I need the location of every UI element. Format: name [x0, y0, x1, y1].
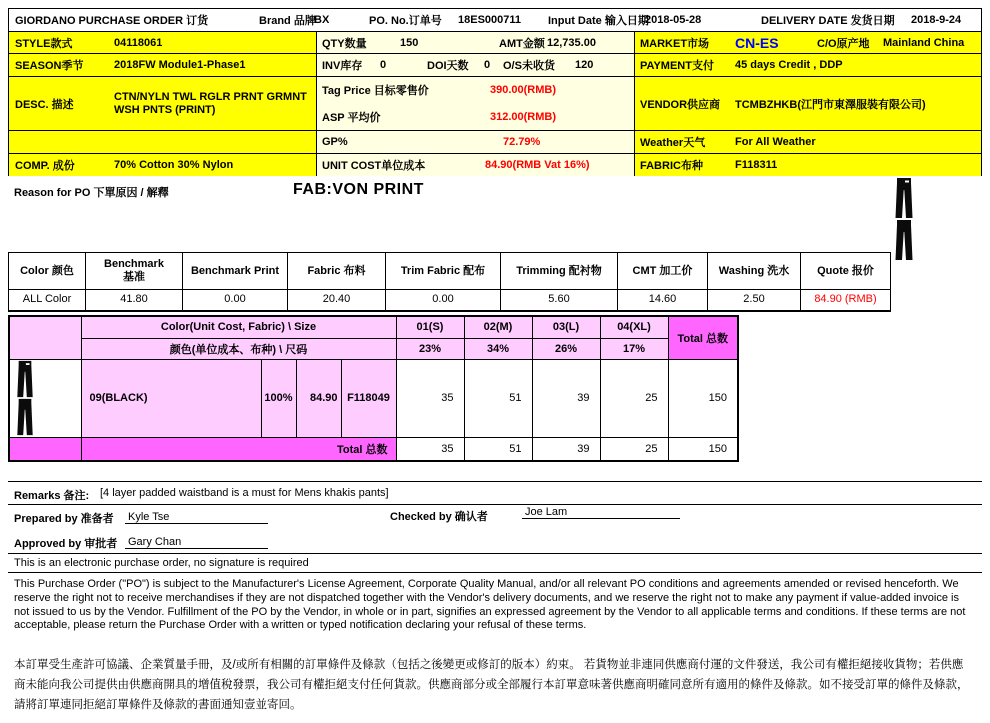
- unit-cost-cell: [316, 154, 634, 176]
- style-value: 04118061: [114, 36, 163, 49]
- terms-chinese: 本訂單受生產許可協議、企業質量手冊，及/或所有相關的訂單條件及條款（包括之後變更或修訂的版本）約束。 若貨物並非連同供應商付運的文件發送，我公司有權拒絕接收貨物；若供應商未能向我公司提供由供應商開具的增值稅發票，我公司有權拒絕支付任何貨款。供應商部分或全部履行本訂單意味著供應商明確同意所有適用的條件及條款。如不接受訂單的條件及條款，請將訂單連同拒絕訂單條件及條款的書面通知壹並寄回。: [14, 659, 969, 711]
- desc-label: DESC. 描述: [15, 98, 74, 111]
- brand-value: BX: [314, 14, 330, 26]
- po-number-label: PO. No.订单号: [369, 15, 442, 27]
- cost-header-cmt: CMT 加工价: [618, 253, 708, 290]
- vendor-value: TCMBZHKB(江門市東澤服裝有限公司): [735, 98, 926, 111]
- pants-back-icon: [12, 398, 38, 436]
- cost-value-fabric: 20.40: [288, 290, 386, 311]
- asp-value: 312.00(RMB): [490, 110, 557, 123]
- input-date-label: Input Date 输入日期: [548, 15, 649, 27]
- country-origin-value: Mainland China: [883, 36, 965, 49]
- cost-value-washing: 2.50: [708, 290, 801, 311]
- qty-m: 51: [464, 359, 532, 437]
- cost-table-header-row: [9, 253, 891, 290]
- fabric-cell: [634, 154, 981, 176]
- style-label: STYLE款式: [15, 37, 73, 50]
- divider: [8, 504, 982, 505]
- title-row: [9, 9, 981, 31]
- unit-cost-label: UNIT COST单位成本: [322, 160, 426, 172]
- size-breakdown-table: [8, 315, 739, 462]
- season-label: SEASON季节: [15, 60, 84, 72]
- total-s: 35: [396, 437, 464, 461]
- total-grand: 150: [668, 437, 738, 461]
- cost-value-benchmark: 41.80: [86, 290, 183, 311]
- comp-label: COMP. 成份: [15, 160, 75, 172]
- remarks-value: [4 layer padded waistband is a must for Mens khakis pants]: [100, 487, 389, 499]
- total-m: 51: [464, 437, 532, 461]
- size-header-row-1: [9, 316, 738, 338]
- cost-header-benchmark: Benchmark 基准: [86, 253, 183, 290]
- amt-label: AMT金额: [499, 37, 545, 50]
- size-header-title-cn: 颜色(单位成本、布种) \ 尺码: [81, 338, 396, 359]
- os-value: 120: [575, 59, 594, 71]
- total-row-label: Total 总数: [81, 437, 396, 461]
- color-unit-cost: 84.90: [296, 359, 341, 437]
- cost-header-trimming: Trimming 配衬物: [501, 253, 618, 290]
- color-swatch-photo: [12, 360, 81, 436]
- form-row-comp: [9, 153, 981, 176]
- qty-value: 150: [400, 36, 419, 49]
- fab-note: FAB:VON PRINT: [293, 181, 424, 198]
- pants-front-icon: [891, 177, 917, 219]
- payment-value: 45 days Credit , DDP: [735, 59, 843, 71]
- weather-cell: [634, 131, 981, 153]
- approved-by-signature: Gary Chan: [125, 536, 268, 549]
- cost-header-quote: Quote 报价: [801, 253, 891, 290]
- comp-value: 70% Cotton 30% Nylon: [114, 159, 234, 171]
- delivery-date-value: 2018-9-24: [911, 14, 962, 26]
- total-l: 39: [532, 437, 600, 461]
- total-row-image-cell: [9, 437, 81, 461]
- cost-header-color: Color 颜色: [9, 253, 86, 290]
- size-header-m: 02(M): [464, 316, 532, 338]
- size-percent-xl: 17%: [600, 338, 668, 359]
- season-cell: [9, 54, 316, 76]
- form-row-style: [9, 31, 981, 53]
- divider: [8, 481, 982, 482]
- cost-value-trim-fabric: 0.00: [386, 290, 501, 311]
- pants-front-icon: [12, 360, 38, 398]
- tag-price-label: Tag Price 目标零售价: [322, 85, 429, 98]
- size-header-xl: 04(XL): [600, 316, 668, 338]
- checked-by-label: Checked by 确认者: [390, 511, 488, 523]
- tag-price-value: 390.00(RMB): [490, 84, 557, 97]
- asp-label: ASP 平均价: [322, 111, 381, 124]
- qty-l: 39: [532, 359, 600, 437]
- terms-english: This Purchase Order ("PO") is subject to the Manufacturer's License Agreement, Corporate Quality Manual, and/or all relevant PO conditions and agreements amended or revised henceforth. We reserve the right not to receive merchandises if they are not dispatched together with the Vendor's delivery documents, and we reserve the right not to make any payment if value-added invoice is not issued to us by the Vendor. Fulfillment of the PO by the Vendor, in whole or in part, signifies an expressed agreement by the Vendor to all applicable terms and conditions. If these terms are not acceptable, please return the Purchase Order with a written or typed notification declaring your refusal of these terms.: [14, 578, 966, 632]
- price-cell: [316, 77, 634, 130]
- approved-by-label: Approved by 审批者: [14, 538, 118, 550]
- cost-table-value-row: [9, 290, 891, 311]
- electronic-note: This is an electronic purchase order, no signature is required: [14, 557, 309, 569]
- page-title: GIORDANO PURCHASE ORDER 订货: [15, 15, 209, 27]
- inventory-cell: [316, 54, 634, 76]
- amt-value: 12,735.00: [547, 36, 596, 49]
- market-cell: [634, 32, 981, 53]
- cost-header-benchmark-print: Benchmark Print: [183, 253, 288, 290]
- qty-s: 35: [396, 359, 464, 437]
- qty-label: QTY数量: [322, 37, 367, 50]
- prepared-by-label: Prepared by 准备者: [14, 513, 114, 525]
- cost-value-benchmark-print: 0.00: [183, 290, 288, 311]
- product-photo: [891, 177, 917, 261]
- size-header-total: Total 总数: [668, 316, 738, 359]
- comp-cell: [9, 154, 316, 176]
- remarks-label: Remarks 备注:: [14, 490, 90, 502]
- tag-price-row: [317, 77, 634, 104]
- vendor-label: VENDOR供应商: [640, 98, 721, 111]
- size-percent-l: 26%: [532, 338, 600, 359]
- delivery-date-label: DELIVERY DATE 发货日期: [761, 15, 895, 27]
- inv-value: 0: [380, 59, 387, 71]
- payment-label: PAYMENT支付: [640, 60, 714, 72]
- vendor-cell: [634, 77, 981, 130]
- country-origin-label: C/O原产地: [817, 37, 870, 50]
- gp-cell: [316, 131, 634, 153]
- doi-label: DOI天数: [427, 60, 469, 72]
- divider: [8, 572, 982, 573]
- total-row: [9, 437, 738, 461]
- po-number-value: 18ES000711: [458, 14, 522, 26]
- size-percent-m: 34%: [464, 338, 532, 359]
- size-header-title-en: Color(Unit Cost, Fabric) \ Size: [81, 316, 396, 338]
- divider: [8, 553, 982, 554]
- gp-value: 72.79%: [503, 136, 541, 148]
- pants-back-icon: [891, 219, 917, 261]
- size-header-image-cell: [9, 316, 81, 359]
- payment-cell: [634, 54, 981, 76]
- color-row-image-cell: [9, 359, 81, 437]
- weather-value: For All Weather: [735, 136, 816, 148]
- cost-header-washing: Washing 洗水: [708, 253, 801, 290]
- cost-header-trim-fabric: Trim Fabric 配布: [386, 253, 501, 290]
- inv-label: INV库存: [322, 60, 363, 72]
- qty-amt-cell: [316, 32, 634, 53]
- cost-value-trimming: 5.60: [501, 290, 618, 311]
- desc-value: CTN/NYLN TWL RGLR PRNT GRMNT WSH PNTS (PRINT): [114, 90, 307, 116]
- fabric-label: FABRIC布种: [640, 160, 703, 172]
- season-value: 2018FW Module1-Phase1: [114, 59, 246, 71]
- po-header-form: [8, 8, 982, 176]
- form-row-gp: [9, 130, 981, 153]
- qty-row-total: 150: [668, 359, 738, 437]
- cost-value-color: ALL Color: [9, 290, 86, 311]
- color-percent: 100%: [261, 359, 296, 437]
- blank-yellow-cell: [9, 131, 316, 153]
- form-row-desc: [9, 76, 981, 130]
- os-label: O/S未收货: [503, 60, 555, 72]
- input-date-value: 2018-05-28: [645, 14, 702, 26]
- cost-header-fabric: Fabric 布料: [288, 253, 386, 290]
- color-data-row: [9, 359, 738, 437]
- size-percent-s: 23%: [396, 338, 464, 359]
- style-cell: [9, 32, 316, 53]
- total-xl: 25: [600, 437, 668, 461]
- gp-label: GP%: [322, 136, 348, 148]
- form-row-season: [9, 53, 981, 76]
- size-header-s: 01(S): [396, 316, 464, 338]
- brand-label: Brand 品牌: [259, 15, 316, 27]
- reason-for-po-label: Reason for PO 下單原因 / 解釋: [14, 187, 169, 199]
- asp-row: [317, 104, 634, 131]
- size-header-l: 03(L): [532, 316, 600, 338]
- size-header-row-2: [9, 338, 738, 359]
- fabric-value: F118311: [735, 159, 778, 171]
- cost-breakdown-table: [8, 252, 891, 312]
- prepared-by-signature: Kyle Tse: [125, 511, 268, 524]
- market-label: MARKET市场: [640, 37, 710, 50]
- doi-value: 0: [484, 59, 491, 71]
- checked-by-signature: Joe Lam: [522, 506, 680, 519]
- market-value: CN-ES: [735, 34, 779, 51]
- color-fabric-code: F118049: [341, 359, 396, 437]
- weather-label: Weather天气: [640, 137, 706, 149]
- cost-value-cmt: 14.60: [618, 290, 708, 311]
- color-name: 09(BLACK): [81, 359, 261, 437]
- qty-xl: 25: [600, 359, 668, 437]
- desc-cell: [9, 77, 316, 130]
- unit-cost-value: 84.90(RMB Vat 16%): [485, 159, 590, 171]
- cost-value-quote: 84.90 (RMB): [801, 290, 891, 311]
